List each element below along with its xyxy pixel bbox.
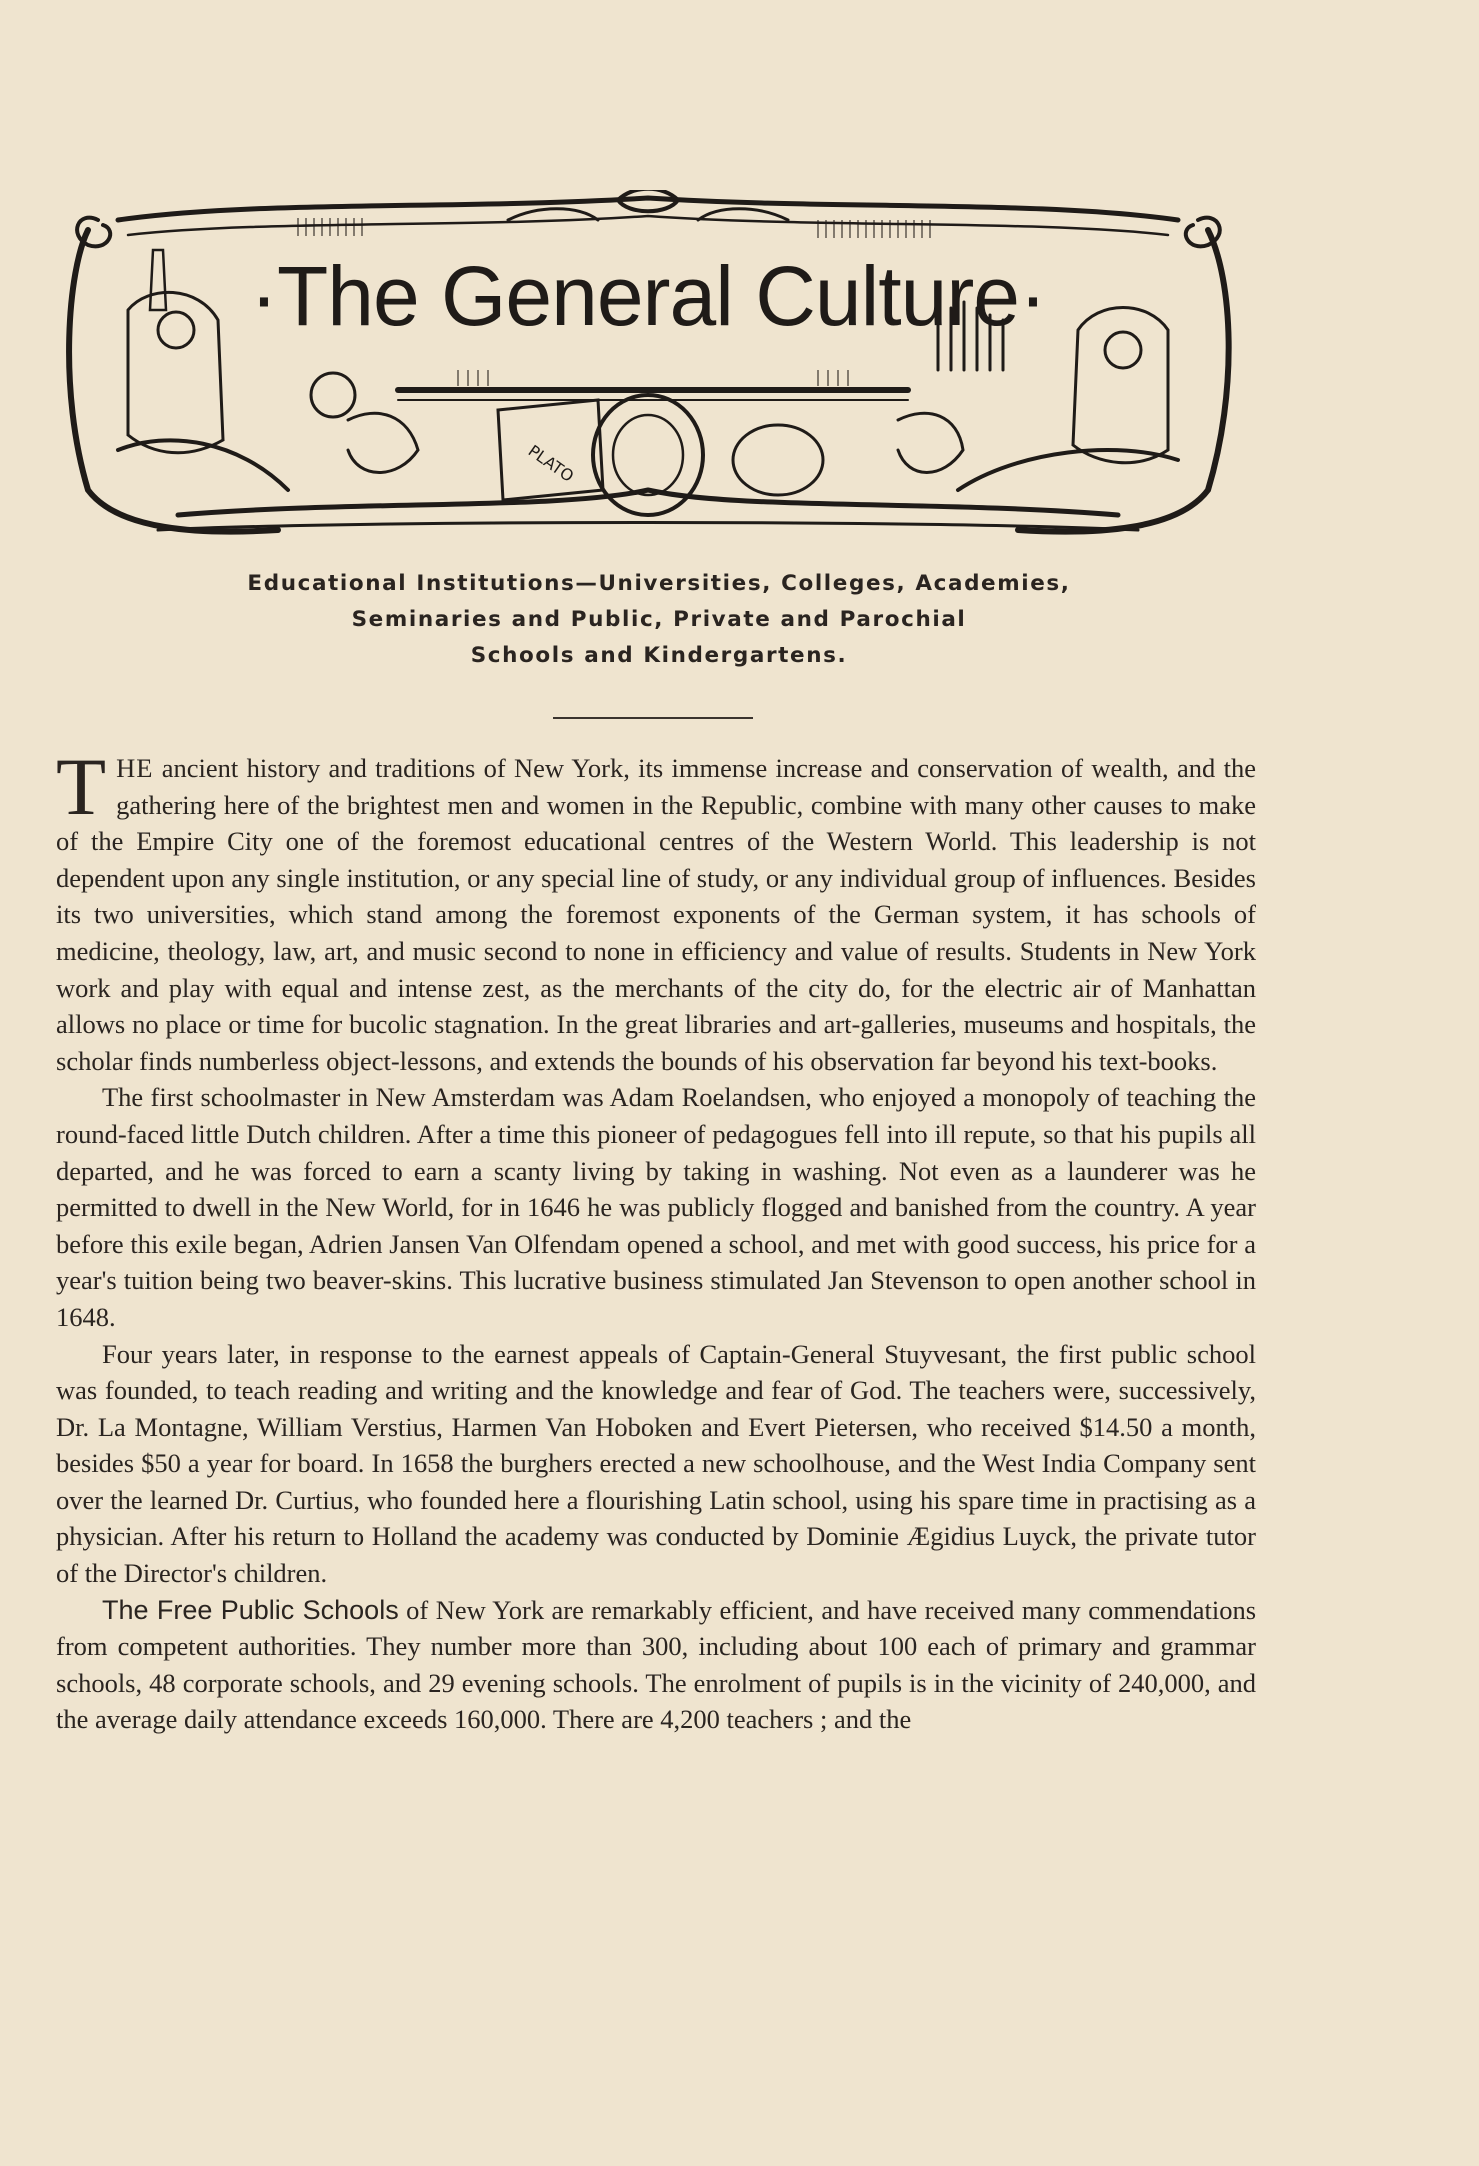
- section-lead-heading: The Free Public Schools: [102, 1594, 399, 1625]
- chapter-subheading: [56, 566, 1262, 674]
- first-word: HE: [116, 753, 154, 783]
- paragraph-2: The first schoolmaster in New Amsterdam was Adam Roelandsen, who enjoyed a monopoly of teaching the round-faced little Dutch children. After a time this pioneer of pedagogues fell into ill repute, so that his pupils all departed, and he was forced to earn a scanty living by taking in washing. Not even as a launderer was he permitted to dwell in the New World, for in 1646 he was publicly flogged and banished from the country. A year before this exile began, Adrien Jansen Van Olfendam opened a school, and met with good success, his price for a year's tuition being two beaver-skins. This lucrative business stimulated Jan Stevenson to open another school in 1648.: [56, 1082, 1256, 1332]
- subheading-line-3: Schools and Kindergartens.: [470, 643, 848, 668]
- book-label: PLATO: [524, 441, 578, 486]
- paragraph-1-text: ancient history and traditions of New York, its immense increase and conservation of wealth, and the gathering here of the brightest men and women in the Republic, combine with many other causes to make of the Empire City one of the foremost educational centres of the Western World. This leadership is not dependent upon any single institution, or any special line of study, or any individual group of influences. Besides its two universities, which stand among the foremost exponents of the German system, it has schools of medicine, theology, law, art, and music second to none in efficiency and value of results. Students in New York work and play with equal and intense zest, as the merchants of the city do, for the electric air of Manhattan allows no place or time for bucolic stagnation. In the great libraries and art-galleries, museums and hospitals, the scholar finds numberless object-lessons, and extends the bounds of his observation far beyond his text-books.: [56, 753, 1256, 1076]
- drop-cap: T: [56, 741, 107, 832]
- paragraph-1: [56, 741, 1256, 1079]
- paragraph-4-text: of New York are remarkably efficient, and have received many commendations from competent authorities. They number more than 300, including about 100 each of primary and grammar schools, 48 corporate schools, and 29 evening schools. The enrolment of pupils is in the vicinity of 240,000, and the average daily attendance exceeds 160,000. There are 4,200 teachers ; and the: [56, 1594, 1257, 1735]
- page-title: ·The General Culture·: [250, 249, 1046, 343]
- section-divider: [553, 717, 753, 719]
- banner-ornament-illustration: [58, 190, 1238, 545]
- article-body: [56, 741, 1257, 1738]
- subheading-line-1: Educational Institutions—Universities, Colleges, Academies,: [247, 571, 1071, 596]
- paragraph-4: [56, 1592, 1256, 1738]
- paragraph-3: Four years later, in response to the earnest appeals of Captain-General Stuyvesant, the first public school was founded, to teach reading and writing and the knowledge and fear of God. The teachers were, successively, Dr. La Montagne, William Verstius, Harmen Van Hoboken and Evert Pietersen, who received $14.50 a month, besides $50 a year for board. In 1658 the burghers erected a new schoolhouse, and the West India Company sent over the learned Dr. Curtius, who founded here a flourishing Latin school, using his spare time in practising as a physician. After his return to Holland the academy was conducted by Dominie Ægidius Luyck, the private tutor of the Director's children.: [56, 1338, 1256, 1589]
- subheading-line-2: Seminaries and Public, Private and Parochial: [351, 607, 967, 632]
- ornamental-banner: [58, 190, 1238, 545]
